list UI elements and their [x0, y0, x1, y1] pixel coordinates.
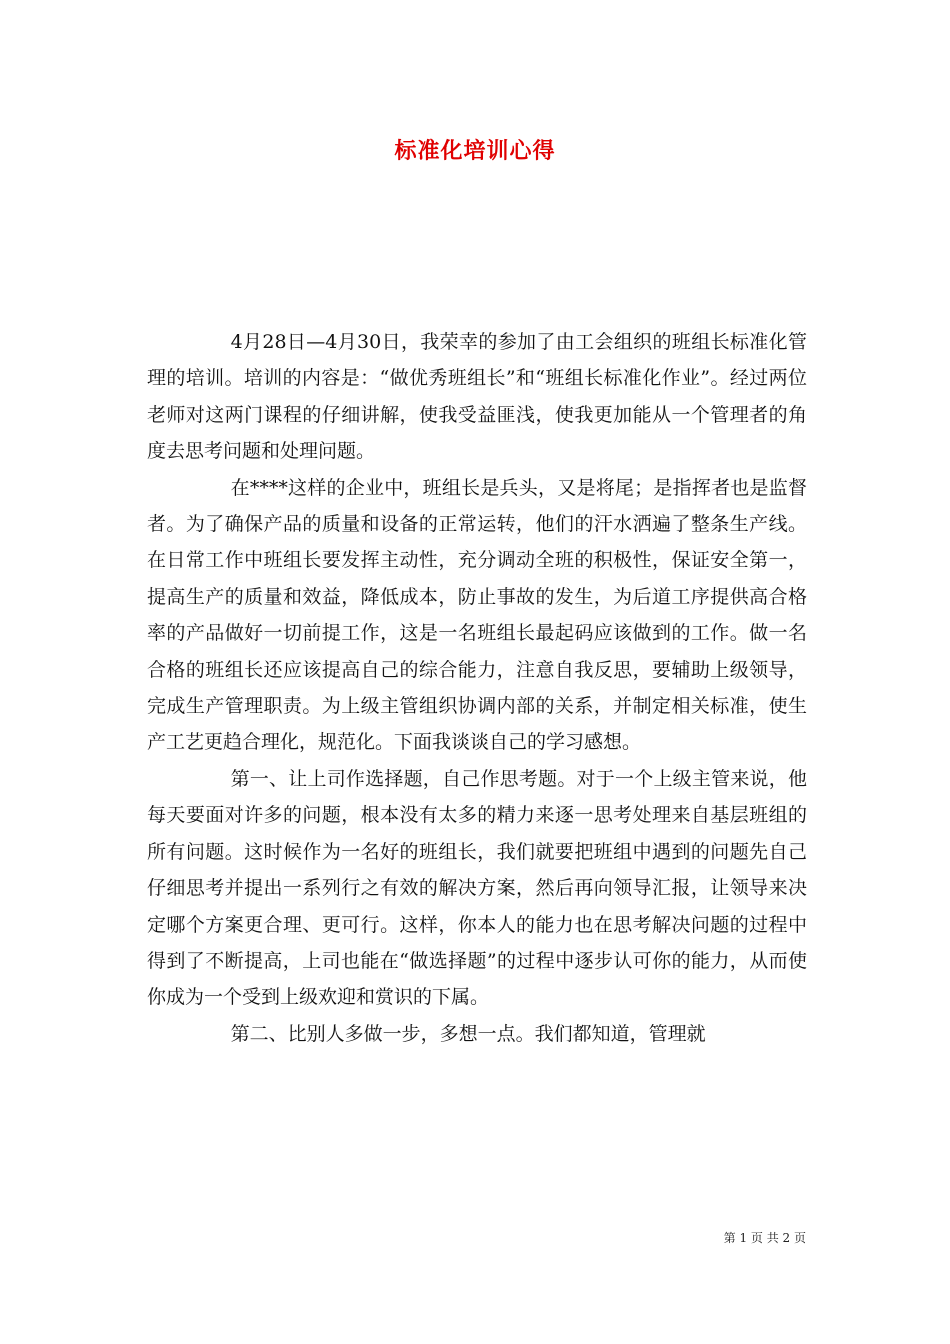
paragraph-3: 第一、让上司作选择题，自己作思考题。对于一个上级主管来说，他每天要面对许多的问题，根本没有太多的精力来逐一思考处理来自基层班组的所有问题。这时候作为一名好的班组长，我们就要把班组中遇到的问题先自己仔细思考并提出一系列行之有效的解决方案，然后再向领导汇报，让领导来决定哪个方案更合理、更可行。这样，你本人的能力也在思考解决问题的过程中得到了不断提高，上司也能在“做选择题”的过程中逐步认可你的能力，从而使你成为一个受到上级欢迎和赏识的下属。	[147, 767, 807, 1009]
paragraph-1: 4月28日—4月30日，我荣幸的参加了由工会组织的班组长标准化管理的培训。培训的内容是：“做优秀班组长”和“班组长标准化作业”。经过两位老师对这两门课程的仔细讲解，使我受益匪浅，使我更加能从一个管理者的角度去思考问题和处理问题。	[147, 331, 807, 463]
page-number: 第 1 页 共 2 页	[723, 1231, 806, 1245]
paragraph-2: 在****这样的企业中，班组长是兵头，又是将尾；是指挥者也是监督者。为了确保产品的质量和设备的正常运转，他们的汗水洒遍了整条生产线。在日常工作中班组长要发挥主动性，充分调动全班的积极性，保证安全第一，提高生产的质量和效益，降低成本，防止事故的发生，为后道工序提供高合格率的产品做好一切前提工作，这是一名班组长最起码应该做到的工作。做一名合格的班组长还应该提高自己的综合能力，注意自我反思，要辅助上级领导，完成生产管理职责。为上级主管组织协调内部的关系，并制定相关标准，使生产工艺更趋合理化，规范化。下面我谈谈自己的学习感想。	[147, 476, 807, 754]
document-title: 标准化培训心得	[394, 138, 556, 164]
document-body	[147, 324, 807, 1052]
paragraph-4: 第二、比别人多做一步，多想一点。我们都知道，管理就	[230, 1022, 706, 1045]
